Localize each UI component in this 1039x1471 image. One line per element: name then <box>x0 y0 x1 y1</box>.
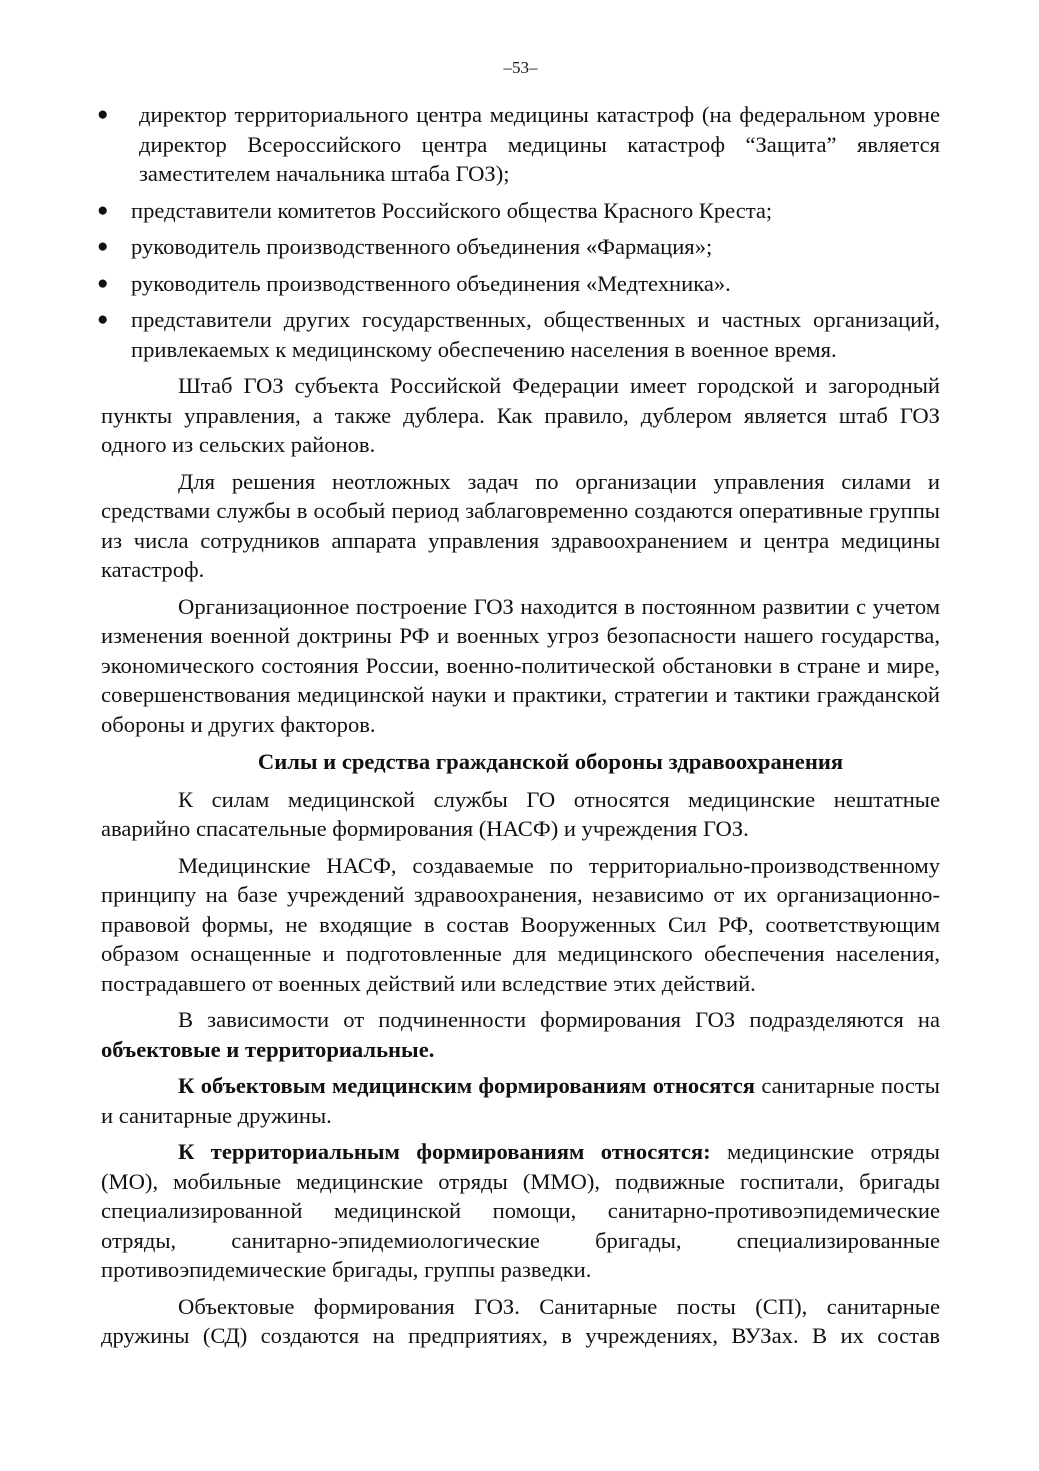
list-item-text: представители комитетов Российского общества Красного Креста; <box>131 197 773 223</box>
list-item <box>97 305 940 364</box>
list-item-text: руководитель производственного объединения «Медтехника». <box>131 270 731 296</box>
paragraph-text: медицинские отряды (МО), мобильные медицинские отряды (ММО), подвижные госпитали, бригады специализированной медицинской помощи, санитарно-противоэпидемические отряды, санитарно-эпидемиологические бригады, специализированные противоэпидемические бригады, группы разведки. <box>101 1139 940 1282</box>
paragraph-text: санитарные посты и санитарные дружины. <box>101 1073 940 1128</box>
bold-text: К территориальным формированиям относятся: <box>178 1139 711 1164</box>
paragraph-text: В зависимости от подчиненности формирования ГОЗ подразделяются на <box>178 1007 940 1032</box>
paragraph-organizational-structure: Организационное построение ГОЗ находится в постоянном развитии с учетом изменения военной доктрины РФ и военных угроз безопасности нашего государства, экономического состояния России, военно-политической обстановки в стране и мире, совершенствования медицинской науки и практики, стратегии и тактики гражданской обороны и других факторов. <box>101 593 940 737</box>
bullet-icon: ● <box>97 236 109 257</box>
bold-text: объектовые и территориальные. <box>101 1036 435 1062</box>
page-number: –53– <box>503 58 538 77</box>
paragraph-subordination <box>101 1005 940 1064</box>
paragraph-sanitary-posts: Объектовые формирования ГОЗ. Санитарные посты (СП), санитарные дружины (СД) создаются на предприятиях, в учреждениях, ВУЗах. В их состав <box>101 1293 940 1348</box>
list-item <box>97 100 940 189</box>
bullet-icon: ● <box>97 199 109 221</box>
list-item-text: представители других государственных, общественных и частных организаций, привлекаемых к медицинскому обеспечению населения в военное время. <box>131 307 940 362</box>
paragraph-hq-control-points: Штаб ГОЗ субъекта Российской Федерации имеет городской и загородный пункты управления, а также дублера. Как правило, дублером является штаб ГОЗ одного из сельских районов. <box>101 373 940 457</box>
list-item <box>97 269 940 299</box>
section-heading: Силы и средства гражданской обороны здравоохранения <box>257 749 844 774</box>
list-item <box>97 196 940 226</box>
list-item-text: директор территориального центра медицины катастроф (на федеральном уровне директор Всероссийского центра медицины катастроф “Защита” является заместителем начальника штаба ГОЗ); <box>139 102 940 186</box>
bullet-icon: ● <box>97 309 109 330</box>
paragraph-operational-groups: Для решения неотложных задач по организации управления силами и средствами службы в особый период заблаговременно создаются оперативные группы из числа сотрудников аппарата управления здравоохранением и центра медицины катастроф. <box>101 468 940 582</box>
bullet-icon: ● <box>97 272 109 294</box>
paragraph-nasf-definition: Медицинские НАСФ, создаваемые по территориально-производственному принципу на базе учреждений здравоохранения, независимо от их организационно-правовой формы, не входящие в состав Вооруженных Сил РФ, соответствующим образом оснащенные и подготовленные для медицинского обеспечения населения, пострадавшего от военных действий или вследствие этих действий. <box>101 852 940 996</box>
paragraph-forces: К силам медицинской службы ГО относятся медицинские нештатные аварийно спасательные формирования (НАСФ) и учреждения ГОЗ. <box>101 786 940 841</box>
bold-text: К объектовым медицинским формированиям относятся <box>178 1073 756 1098</box>
bullet-list <box>97 100 940 364</box>
bullet-icon: ● <box>97 104 109 125</box>
list-item-text: руководитель производственного объединения «Фармация»; <box>131 234 713 259</box>
paragraph-object-units <box>101 1071 940 1130</box>
document-page <box>97 58 940 1358</box>
list-item <box>97 232 940 262</box>
paragraph-territorial-units <box>101 1137 940 1285</box>
